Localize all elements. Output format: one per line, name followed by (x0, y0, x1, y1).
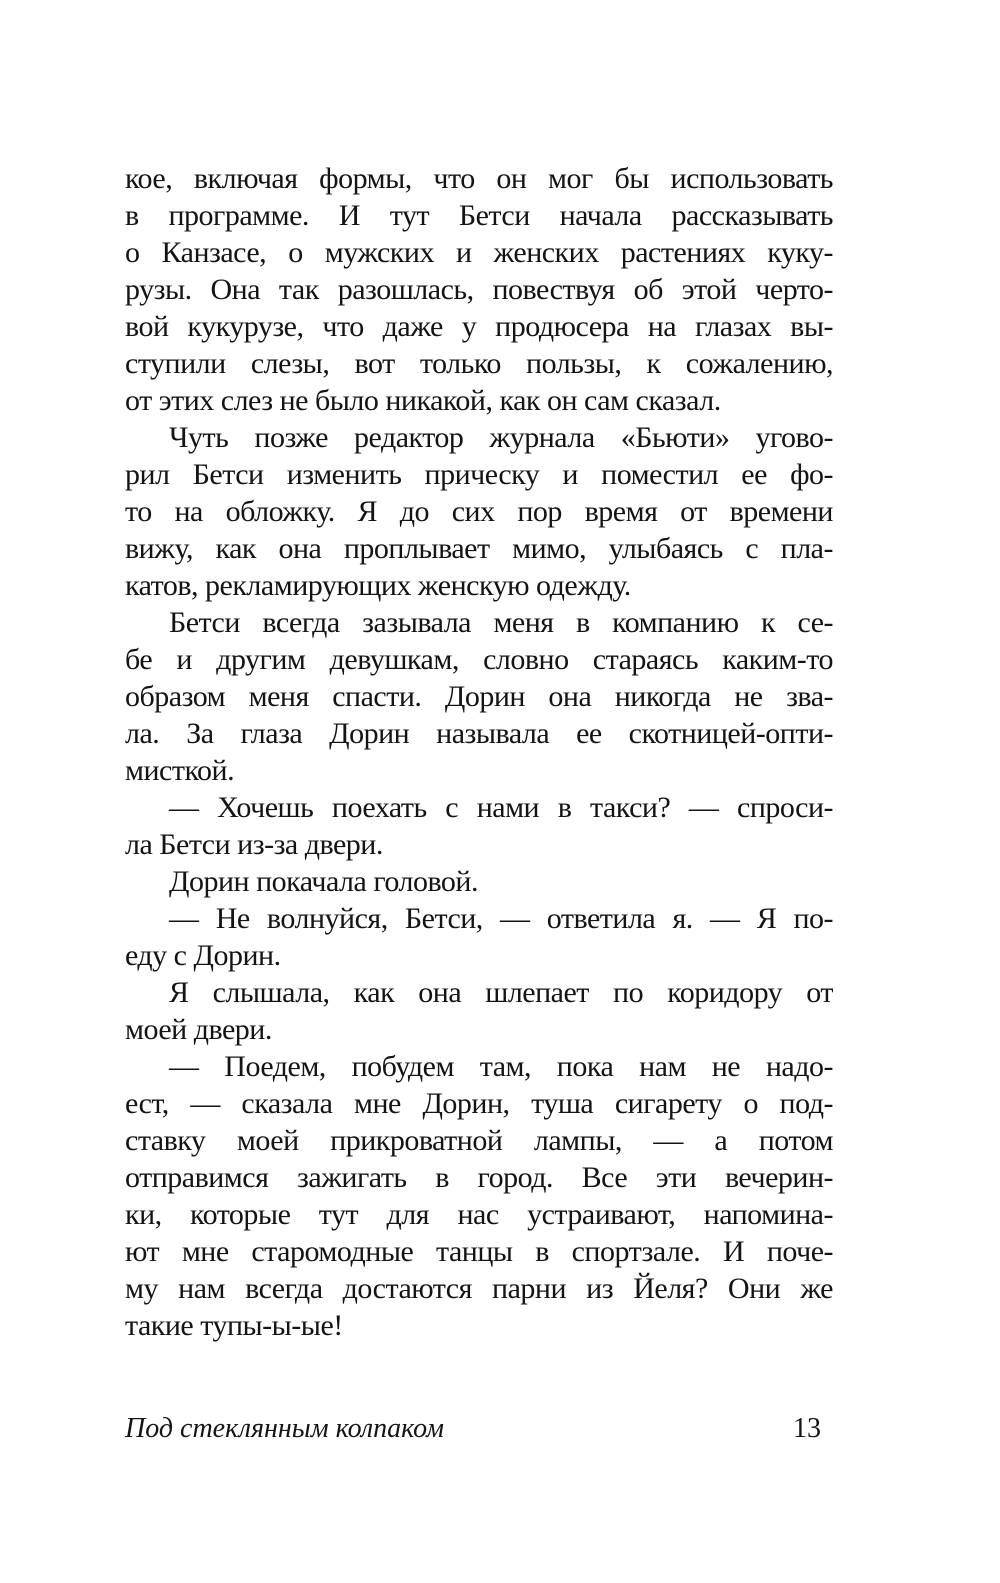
page-number: 13 (793, 1413, 821, 1444)
text-line: Я слышала, как она шлепает по коридору от (169, 976, 833, 1009)
text-line: еду с Дорин. (125, 939, 281, 972)
paragraph (125, 789, 833, 863)
text-line: моей двери. (125, 1013, 272, 1046)
text-line: му нам всегда достаются парни из Йеля? Они же (125, 1272, 833, 1305)
text-line: рузы. Она так разошлась, повествуя об этой черто- (125, 273, 833, 306)
paragraph (125, 863, 833, 900)
text-line: кое, включая формы, что он мог бы использовать (125, 162, 833, 195)
text-line: ла Бетси из-за двери. (125, 828, 383, 861)
text-line: бе и другим девушкам, словно стараясь каким-то (125, 643, 833, 676)
text-line: от этих слез не было никакой, как он сам сказал. (125, 384, 721, 417)
text-line: ки, которые тут для нас устраивают, напомина- (125, 1198, 833, 1231)
text-line: ступили слезы, вот только пользы, к сожалению, (125, 347, 833, 380)
paragraph (125, 604, 833, 789)
paragraph (125, 974, 833, 1048)
text-line: ставку моей прикроватной лампы, — а потом (125, 1124, 833, 1157)
text-line: Дорин покачала головой. (169, 865, 478, 898)
text-line: отправимся зажигать в город. Все эти вечерин- (125, 1161, 833, 1194)
text-line: Бетси всегда зазывала меня в компанию к се- (169, 606, 833, 639)
text-line: о Канзасе, о мужских и женских растениях куку- (125, 236, 833, 269)
text-line: ют мне старомодные танцы в спортзале. И поче- (125, 1235, 833, 1268)
text-line: такие тупы-ы-ые! (125, 1309, 343, 1342)
paragraph (125, 1048, 833, 1344)
paragraph (125, 419, 833, 604)
text-line: то на обложку. Я до сих пор время от времени (125, 495, 833, 528)
text-line: ла. За глаза Дорин называла ее скотницей-опти- (125, 717, 833, 750)
text-line: ест, — сказала мне Дорин, туша сигарету о под- (125, 1087, 833, 1120)
paragraph (125, 160, 833, 419)
text-line: вижу, как она проплывает мимо, улыбаясь с пла- (125, 532, 833, 565)
text-line: Чуть позже редактор журнала «Бьюти» угово- (169, 421, 833, 454)
text-line: рил Бетси изменить прическу и поместил ее фо- (125, 458, 833, 491)
paragraph (125, 900, 833, 974)
page-footer (125, 1412, 833, 1446)
text-line: вой кукурузе, что даже у продюсера на глазах вы- (125, 310, 833, 343)
text-line: образом меня спасти. Дорин она никогда не зва- (125, 680, 833, 713)
text-line: мисткой. (125, 754, 235, 787)
text-line: катов, рекламирующих женскую одежду. (125, 569, 631, 602)
text-line: — Не волнуйся, Бетси, — ответила я. — Я по- (169, 902, 833, 935)
page-text (125, 160, 833, 1344)
text-line: — Хочешь поехать с нами в такси? — спроси- (169, 791, 833, 824)
running-title: Под стеклянным колпаком (125, 1413, 444, 1444)
text-line: в программе. И тут Бетси начала рассказывать (125, 199, 833, 232)
text-line: — Поедем, побудем там, пока нам не надо- (169, 1050, 833, 1083)
